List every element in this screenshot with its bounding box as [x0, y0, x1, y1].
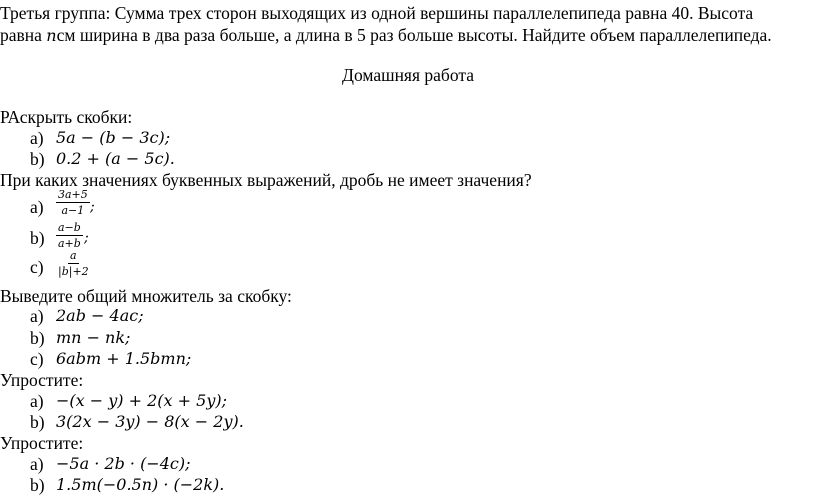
item-label: a): [30, 454, 44, 474]
section-heading-common-factor: Выведите общий множитель за скобку:: [0, 286, 292, 306]
item-label: a): [30, 197, 44, 217]
item-label: b): [30, 412, 45, 432]
fraction: [56, 188, 90, 217]
intro-line-1: Третья группа: Сумма трех сторон выходящих из одной вершины параллелепипеда равна 40. Высота: [0, 3, 754, 23]
item-label: c): [30, 349, 44, 369]
punctuation: ;: [84, 230, 89, 246]
item-label: a): [30, 391, 44, 411]
item-label: c): [30, 257, 44, 277]
item-label: b): [30, 228, 45, 248]
intro-line-2-start: равна: [0, 25, 47, 45]
fraction: [56, 249, 91, 278]
item-label: b): [30, 475, 45, 495]
section-heading-simplify-2: Упростите:: [0, 433, 84, 453]
section-heading-undefined-fraction: При каких значениях буквенных выражений, дробь не имеет значения?: [0, 170, 532, 190]
math-expression: 5a − (b − 3c);: [56, 128, 171, 147]
math-expression: 6abm + 1.5bmn;: [56, 349, 192, 368]
item-label: b): [30, 328, 45, 348]
math-expression: mn − nk;: [56, 328, 131, 347]
math-expression: −(x − y) + 2(x + 5y);: [56, 391, 227, 410]
fraction-denominator: a+b: [58, 237, 81, 250]
homework-title: Домашняя работа: [342, 65, 474, 85]
fraction-numerator: a−b: [58, 221, 81, 234]
math-expression: 2ab − 4ac;: [56, 306, 144, 325]
math-expression: 3(2x − 3y) − 8(x − 2y).: [56, 412, 244, 431]
fraction: [56, 221, 83, 250]
fraction-numerator: a: [70, 249, 77, 262]
fraction-denominator: |b|+2: [58, 265, 89, 278]
math-expression: −5a · 2b · (−4c);: [56, 454, 191, 473]
intro-line-2: [0, 24, 772, 47]
item-label: a): [30, 128, 44, 148]
intro-line-2-end: см ширина в два раза больше, а длина в 5 раз больше высоты. Найдите объем параллелепипеда.: [56, 25, 772, 45]
fraction-denominator: a−1: [61, 204, 85, 217]
math-expression: 1.5m(−0.5n) · (−2k).: [56, 475, 225, 494]
section-heading-simplify-1: Упростите:: [0, 370, 84, 390]
fraction-numerator: 3a+5: [58, 188, 88, 201]
punctuation: ;: [90, 199, 95, 215]
item-label: a): [30, 306, 44, 326]
section-heading-expand-brackets: РАскрыть скобки:: [0, 107, 133, 127]
item-label: b): [30, 149, 45, 169]
math-expression: 0.2 + (a − 5c).: [56, 149, 175, 168]
height-variable: n: [46, 26, 57, 45]
